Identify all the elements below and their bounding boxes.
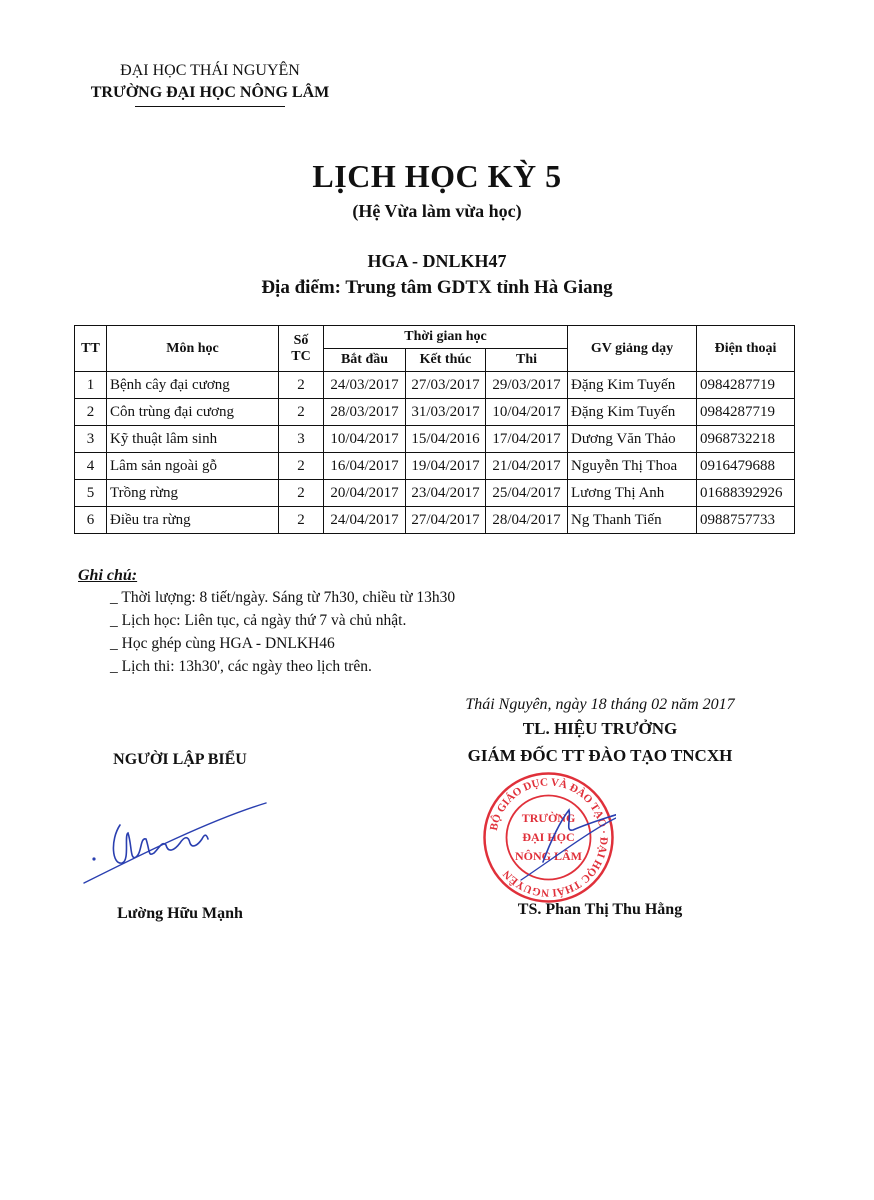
cell-tt: 1 — [75, 372, 107, 399]
table-row — [75, 507, 795, 534]
cell-lecturer: Nguyễn Thị Thoa — [568, 453, 697, 480]
official-seal-icon — [481, 770, 616, 905]
schedule-body — [75, 372, 795, 534]
page-subtitle: (Hệ Vừa làm vừa học) — [352, 201, 522, 221]
schedule-table — [74, 325, 795, 534]
cell-exam-date: 21/04/2017 — [486, 453, 568, 480]
seal-outer-text: BỘ GIÁO DỤC VÀ ĐÀO TẠO · ĐẠI HỌC THÁI NGUYÊN — [487, 776, 610, 899]
cell-start-date: 24/04/2017 — [324, 507, 406, 534]
note-item: _ Lịch học: Liên tục, cả ngày thứ 7 và chủ nhật. — [110, 612, 407, 629]
cell-start-date: 28/03/2017 — [324, 399, 406, 426]
seal-line-3: NÔNG LÂM — [515, 849, 582, 863]
cell-end-date: 19/04/2017 — [406, 453, 486, 480]
maker-signature-icon — [80, 795, 270, 890]
note-item: _ Lịch thi: 13h30', các ngày theo lịch trên. — [110, 658, 372, 675]
cell-credits: 3 — [279, 426, 324, 453]
cell-phone: 0968732218 — [697, 426, 795, 453]
director-name: TS. Phan Thị Thu Hằng — [517, 901, 683, 918]
cell-lecturer: Đặng Kim Tuyến — [568, 399, 697, 426]
cell-subject: Bệnh cây đại cương — [107, 372, 279, 399]
cell-subject: Điều tra rừng — [107, 507, 279, 534]
cell-phone: 0988757733 — [697, 507, 795, 534]
cell-end-date: 23/04/2017 — [406, 480, 486, 507]
page-title: LỊCH HỌC KỲ 5 — [312, 158, 562, 194]
cell-end-date: 15/04/2016 — [406, 426, 486, 453]
cell-tt: 4 — [75, 453, 107, 480]
cell-exam-date: 25/04/2017 — [486, 480, 568, 507]
header-time-group: Thời gian học — [324, 326, 568, 349]
class-code: HGA - DNLKH47 — [367, 251, 507, 271]
header-underline — [135, 106, 285, 107]
table-row — [75, 426, 795, 453]
cell-exam-date: 29/03/2017 — [486, 372, 568, 399]
cell-subject: Côn trùng đại cương — [107, 399, 279, 426]
cell-subject: Trồng rừng — [107, 480, 279, 507]
date-line: Thái Nguyên, ngày 18 tháng 02 năm 2017 — [465, 696, 735, 713]
header-phone: Điện thoại — [697, 326, 795, 372]
maker-label: NGƯỜI LẬP BIỂU — [113, 751, 247, 768]
cell-end-date: 27/03/2017 — [406, 372, 486, 399]
cell-exam-date: 17/04/2017 — [486, 426, 568, 453]
table-row — [75, 372, 795, 399]
note-item: _ Thời lượng: 8 tiết/ngày. Sáng từ 7h30, chiều từ 13h30 — [110, 589, 456, 606]
cell-credits: 2 — [279, 399, 324, 426]
cell-lecturer: Ng Thanh Tiến — [568, 507, 697, 534]
location: Địa điểm: Trung tâm GDTX tỉnh Hà Giang — [261, 277, 613, 298]
cell-credits: 2 — [279, 480, 324, 507]
cell-phone: 01688392926 — [697, 480, 795, 507]
cell-lecturer: Dương Văn Thảo — [568, 426, 697, 453]
cell-phone: 0984287719 — [697, 399, 795, 426]
university-name: ĐẠI HỌC THÁI NGUYÊN — [120, 62, 300, 79]
cell-credits: 2 — [279, 372, 324, 399]
header-credits — [279, 326, 324, 372]
cell-exam-date: 28/04/2017 — [486, 507, 568, 534]
header-tt: TT — [75, 326, 107, 372]
cell-end-date: 27/04/2017 — [406, 507, 486, 534]
signer-title-2: GIÁM ĐỐC TT ĐÀO TẠO TNCXH — [467, 746, 733, 765]
cell-exam-date: 10/04/2017 — [486, 399, 568, 426]
notes-heading: Ghi chú: — [78, 567, 138, 584]
cell-tt: 5 — [75, 480, 107, 507]
note-item: _ Học ghép cùng HGA - DNLKH46 — [110, 635, 335, 652]
header-credits-line2: TC — [291, 348, 311, 364]
cell-tt: 6 — [75, 507, 107, 534]
cell-end-date: 31/03/2017 — [406, 399, 486, 426]
cell-tt: 2 — [75, 399, 107, 426]
maker-name: Lường Hữu Mạnh — [117, 905, 243, 922]
table-row — [75, 453, 795, 480]
signer-title-1: TL. HIỆU TRƯỞNG — [522, 719, 678, 738]
seal-line-2: ĐẠI HỌC — [522, 830, 575, 844]
cell-start-date: 20/04/2017 — [324, 480, 406, 507]
header-credits-line1: Số — [293, 332, 309, 348]
cell-start-date: 10/04/2017 — [324, 426, 406, 453]
cell-credits: 2 — [279, 507, 324, 534]
table-row — [75, 480, 795, 507]
header-lecturer: GV giảng dạy — [568, 326, 697, 372]
header-start: Bắt đầu — [324, 349, 406, 372]
cell-lecturer: Lương Thị Anh — [568, 480, 697, 507]
header-exam: Thi — [486, 349, 568, 372]
cell-tt: 3 — [75, 426, 107, 453]
cell-lecturer: Đặng Kim Tuyến — [568, 372, 697, 399]
cell-phone: 0984287719 — [697, 372, 795, 399]
header-end: Kết thúc — [406, 349, 486, 372]
cell-subject: Lâm sản ngoài gỗ — [107, 453, 279, 480]
cell-start-date: 16/04/2017 — [324, 453, 406, 480]
cell-start-date: 24/03/2017 — [324, 372, 406, 399]
table-row — [75, 399, 795, 426]
header-subject: Môn học — [107, 326, 279, 372]
school-name: TRƯỜNG ĐẠI HỌC NÔNG LÂM — [90, 84, 330, 101]
cell-credits: 2 — [279, 453, 324, 480]
cell-phone: 0916479688 — [697, 453, 795, 480]
cell-subject: Kỹ thuật lâm sinh — [107, 426, 279, 453]
seal-line-1: TRƯỜNG — [521, 811, 576, 825]
